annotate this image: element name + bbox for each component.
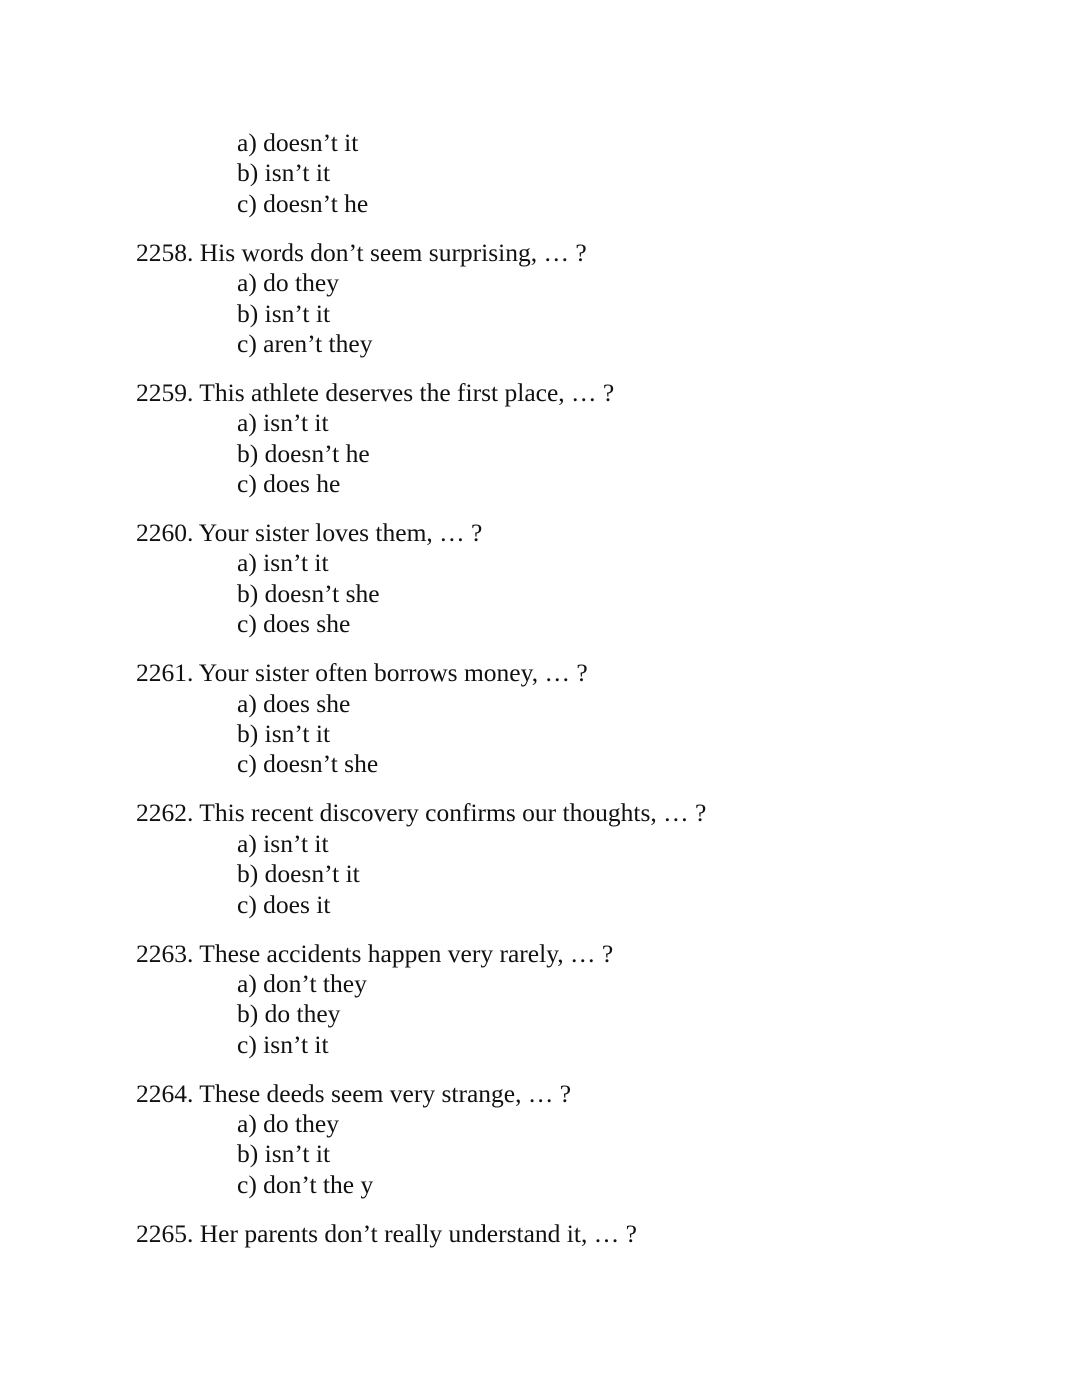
answer-option: a) isn’t it xyxy=(237,548,329,578)
answer-option: c) doesn’t he xyxy=(237,188,369,218)
question-text: 2264. These deeds seem very strange, … ? xyxy=(136,1078,572,1108)
answer-option: a) isn’t it xyxy=(237,408,329,438)
answer-option: a) do they xyxy=(237,268,339,298)
answer-option: b) doesn’t she xyxy=(237,578,380,608)
answer-option: c) isn’t it xyxy=(237,1029,329,1059)
answer-option: c) doesn’t she xyxy=(237,749,379,779)
answer-option: a) isn’t it xyxy=(237,828,329,858)
answer-option: c) does she xyxy=(237,609,351,639)
answer-option: a) doesn’t it xyxy=(237,128,359,157)
answer-option: b) isn’t it xyxy=(237,1139,331,1169)
answer-option: b) isn’t it xyxy=(237,158,331,188)
question-text: 2258. His words don’t seem surprising, … ? xyxy=(136,237,587,267)
answer-option: b) doesn’t he xyxy=(237,438,370,468)
question-text: 2263. These accidents happen very rarely, … ? xyxy=(136,938,614,968)
answer-option: a) do they xyxy=(237,1109,339,1139)
question-text: 2265. Her parents don’t really understand it, … ? xyxy=(136,1218,637,1248)
question-text: 2260. Your sister loves them, … ? xyxy=(136,518,483,548)
answer-option: a) does she xyxy=(237,688,351,718)
answer-option: c) don’t the y xyxy=(237,1169,374,1199)
question-text: 2261. Your sister often borrows money, … ? xyxy=(136,658,588,688)
document-page xyxy=(136,128,706,1249)
answer-option: b) doesn’t it xyxy=(237,859,360,889)
question-text: 2259. This athlete deserves the first place, … ? xyxy=(136,377,615,407)
answer-option: b) do they xyxy=(237,999,341,1029)
answer-option: a) don’t they xyxy=(237,968,367,998)
answer-option: b) isn’t it xyxy=(237,719,331,749)
answer-option: c) does it xyxy=(237,889,331,919)
answer-option: c) aren’t they xyxy=(237,328,373,358)
answer-option: b) isn’t it xyxy=(237,298,331,328)
question-text: 2262. This recent discovery confirms our thoughts, … ? xyxy=(136,798,707,828)
answer-option: c) does he xyxy=(237,469,341,499)
